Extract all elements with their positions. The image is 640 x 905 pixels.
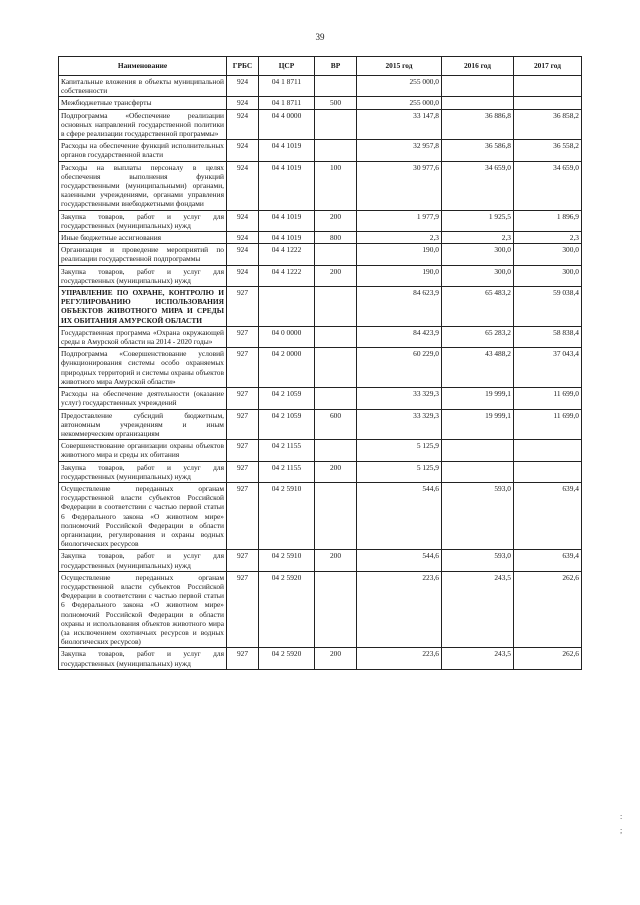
table-row <box>59 326 582 347</box>
table-row <box>59 482 582 549</box>
cell-2015: 190,0 <box>357 265 442 286</box>
cell-csr: 04 4 1019 <box>259 161 315 210</box>
cell-grbs: 927 <box>227 409 259 440</box>
edge-mark: : <box>620 812 623 821</box>
cell-2016: 300,0 <box>442 265 514 286</box>
cell-name: Совершенствование организации охраны объектов животного мира и среды их обитания <box>59 440 227 461</box>
cell-2015: 1 977,9 <box>357 210 442 231</box>
cell-grbs: 924 <box>227 244 259 265</box>
cell-2017: 34 659,0 <box>514 161 582 210</box>
cell-csr: 04 1 8711 <box>259 97 315 109</box>
table-body <box>59 76 582 670</box>
cell-2016: 36 886,8 <box>442 109 514 140</box>
cell-vr <box>315 109 357 140</box>
cell-grbs: 924 <box>227 109 259 140</box>
cell-grbs: 927 <box>227 388 259 409</box>
cell-2016 <box>442 97 514 109</box>
cell-grbs: 924 <box>227 161 259 210</box>
budget-table <box>58 56 582 670</box>
cell-2017: 639,4 <box>514 550 582 571</box>
cell-name: Расходы на обеспечение функций исполнительных органов государственной власти <box>59 140 227 161</box>
cell-grbs: 927 <box>227 287 259 327</box>
cell-2017 <box>514 461 582 482</box>
header-name: Наименование <box>59 57 227 76</box>
cell-2017: 1 896,9 <box>514 210 582 231</box>
cell-name: Организация и проведение мероприятий по реализации государственной подпрограммы <box>59 244 227 265</box>
cell-2017: 300,0 <box>514 265 582 286</box>
cell-2016 <box>442 76 514 97</box>
cell-name: Государственная программа «Охрана окружающей среды в Амурской области на 2014 - 2020 годы» <box>59 326 227 347</box>
cell-csr: 04 2 5910 <box>259 482 315 549</box>
table-row <box>59 409 582 440</box>
cell-2016: 2,3 <box>442 232 514 244</box>
cell-csr: 04 2 1059 <box>259 409 315 440</box>
cell-2015: 33 329,3 <box>357 388 442 409</box>
cell-grbs: 927 <box>227 440 259 461</box>
cell-name: Закупка товаров, работ и услуг для государственных (муниципальных) нужд <box>59 265 227 286</box>
table-row <box>59 265 582 286</box>
table-row <box>59 232 582 244</box>
table-row <box>59 76 582 97</box>
cell-csr: 04 2 1155 <box>259 461 315 482</box>
cell-2017: 59 038,4 <box>514 287 582 327</box>
cell-name: Подпрограмма «Совершенствование условий функционирования системы особо охраняемых природных территорий и системы охраны объектов животного мира Амурской области» <box>59 348 227 388</box>
table-row <box>59 648 582 669</box>
table-row <box>59 210 582 231</box>
cell-2015: 223,6 <box>357 648 442 669</box>
cell-csr: 04 4 0000 <box>259 109 315 140</box>
header-2015: 2015 год <box>357 57 442 76</box>
table-row <box>59 388 582 409</box>
cell-2015: 84 623,9 <box>357 287 442 327</box>
cell-2016: 1 925,5 <box>442 210 514 231</box>
cell-grbs: 924 <box>227 76 259 97</box>
cell-2017 <box>514 440 582 461</box>
cell-csr: 04 2 5920 <box>259 648 315 669</box>
cell-csr: 04 2 1059 <box>259 388 315 409</box>
cell-2016: 19 999,1 <box>442 388 514 409</box>
cell-name: УПРАВЛЕНИЕ ПО ОХРАНЕ, КОНТРОЛЮ И РЕГУЛИРОВАНИЮ ИСПОЛЬЗОВАНИЯ ОБЪЕКТОВ ЖИВОТНОГО МИРА И СРЕДЫ ИХ ОБИТАНИЯ АМУРСКОЙ ОБЛАСТИ <box>59 287 227 327</box>
cell-grbs: 927 <box>227 648 259 669</box>
cell-2015: 2,3 <box>357 232 442 244</box>
cell-2016: 243,5 <box>442 648 514 669</box>
cell-csr: 04 2 0000 <box>259 348 315 388</box>
cell-name: Закупка товаров, работ и услуг для государственных (муниципальных) нужд <box>59 550 227 571</box>
cell-grbs: 927 <box>227 571 259 648</box>
table-row <box>59 550 582 571</box>
table-row <box>59 287 582 327</box>
cell-name: Капитальные вложения в объекты муниципальной собственности <box>59 76 227 97</box>
cell-2016: 300,0 <box>442 244 514 265</box>
cell-name: Предоставление субсидий бюджетным, автономным учреждениям и иным некоммерческим организациям <box>59 409 227 440</box>
cell-vr <box>315 571 357 648</box>
cell-2016: 65 483,2 <box>442 287 514 327</box>
cell-csr: 04 4 1019 <box>259 210 315 231</box>
cell-2015: 30 977,6 <box>357 161 442 210</box>
cell-vr: 100 <box>315 161 357 210</box>
table-row <box>59 571 582 648</box>
cell-2017: 36 558,2 <box>514 140 582 161</box>
table-row <box>59 97 582 109</box>
table-row <box>59 461 582 482</box>
cell-grbs: 927 <box>227 461 259 482</box>
cell-vr: 600 <box>315 409 357 440</box>
header-vr: ВР <box>315 57 357 76</box>
cell-csr: 04 1 8711 <box>259 76 315 97</box>
cell-vr <box>315 348 357 388</box>
cell-vr: 500 <box>315 97 357 109</box>
cell-name: Осуществление переданных органам государственной власти субъектов Российской Федерации в соответствии с частью первой статьи 6 Федерального закона «О животном мире» полномочий Российской Федерации в области организации, регулирования и охраны водных биологических ресурсов <box>59 482 227 549</box>
cell-csr: 04 2 5920 <box>259 571 315 648</box>
cell-vr <box>315 482 357 549</box>
cell-name: Закупка товаров, работ и услуг для государственных (муниципальных) нужд <box>59 648 227 669</box>
cell-vr <box>315 76 357 97</box>
edge-mark: ; <box>620 826 623 835</box>
cell-csr: 04 2 1155 <box>259 440 315 461</box>
header-csr: ЦСР <box>259 57 315 76</box>
cell-csr: 04 4 1222 <box>259 244 315 265</box>
cell-2015: 223,6 <box>357 571 442 648</box>
cell-csr: 04 2 5910 <box>259 550 315 571</box>
cell-2016: 43 488,2 <box>442 348 514 388</box>
cell-vr <box>315 140 357 161</box>
cell-vr: 200 <box>315 265 357 286</box>
table-row <box>59 440 582 461</box>
cell-2016: 65 283,2 <box>442 326 514 347</box>
header-2016: 2016 год <box>442 57 514 76</box>
cell-2015: 84 423,9 <box>357 326 442 347</box>
header-grbs: ГРБС <box>227 57 259 76</box>
cell-2016: 36 586,8 <box>442 140 514 161</box>
cell-grbs: 927 <box>227 326 259 347</box>
cell-vr <box>315 440 357 461</box>
cell-2017: 58 838,4 <box>514 326 582 347</box>
cell-2017: 36 858,2 <box>514 109 582 140</box>
cell-csr: 04 4 1222 <box>259 265 315 286</box>
cell-vr <box>315 326 357 347</box>
table-row <box>59 348 582 388</box>
table-row <box>59 109 582 140</box>
cell-name: Расходы на обеспечение деятельности (оказание услуг) государственных учреждений <box>59 388 227 409</box>
cell-grbs: 927 <box>227 482 259 549</box>
cell-2016: 593,0 <box>442 550 514 571</box>
cell-2015: 32 957,8 <box>357 140 442 161</box>
cell-2015: 60 229,0 <box>357 348 442 388</box>
cell-grbs: 924 <box>227 97 259 109</box>
cell-2016: 34 659,0 <box>442 161 514 210</box>
cell-vr: 200 <box>315 648 357 669</box>
cell-2015: 544,6 <box>357 550 442 571</box>
cell-2017: 37 043,4 <box>514 348 582 388</box>
table-row <box>59 161 582 210</box>
cell-2016: 243,5 <box>442 571 514 648</box>
cell-2017: 639,4 <box>514 482 582 549</box>
cell-name: Закупка товаров, работ и услуг для государственных (муниципальных) нужд <box>59 210 227 231</box>
cell-grbs: 927 <box>227 550 259 571</box>
cell-2015: 190,0 <box>357 244 442 265</box>
cell-vr <box>315 388 357 409</box>
cell-name: Подпрограмма «Обеспечение реализации основных направлений государственной политики в сфере реализации государственной программы» <box>59 109 227 140</box>
cell-2016 <box>442 440 514 461</box>
cell-vr <box>315 244 357 265</box>
cell-grbs: 924 <box>227 265 259 286</box>
cell-vr: 200 <box>315 550 357 571</box>
cell-vr: 200 <box>315 461 357 482</box>
cell-vr: 200 <box>315 210 357 231</box>
cell-csr: 04 0 0000 <box>259 326 315 347</box>
cell-2016: 593,0 <box>442 482 514 549</box>
cell-2015: 5 125,9 <box>357 440 442 461</box>
cell-2015: 33 147,8 <box>357 109 442 140</box>
cell-csr: 04 4 1019 <box>259 232 315 244</box>
cell-2015: 5 125,9 <box>357 461 442 482</box>
header-row <box>59 57 582 76</box>
cell-2017 <box>514 76 582 97</box>
cell-name: Иные бюджетные ассигнования <box>59 232 227 244</box>
cell-2015: 255 000,0 <box>357 76 442 97</box>
cell-2017: 2,3 <box>514 232 582 244</box>
cell-name: Осуществление переданных органам государственной власти субъектов Российской Федерации в соответствии с частью первой статьи 6 Федерального закона «О животном мире» полномочий Российской Федерации в области охраны и использования объектов животного мира (за исключением охотничьих ресурсов и водных биологических ресурсов) <box>59 571 227 648</box>
cell-2017: 11 699,0 <box>514 388 582 409</box>
cell-vr <box>315 287 357 327</box>
page-number: 39 <box>315 32 325 42</box>
cell-grbs: 924 <box>227 232 259 244</box>
cell-vr: 800 <box>315 232 357 244</box>
cell-name: Закупка товаров, работ и услуг для государственных (муниципальных) нужд <box>59 461 227 482</box>
cell-2017: 262,6 <box>514 571 582 648</box>
cell-name: Расходы на выплаты персоналу в целях обеспечения выполнения функций государственными (муниципальными) органами, казенными учреждениями, органами управления государственными внебюджетными фондами <box>59 161 227 210</box>
cell-csr: 04 4 1019 <box>259 140 315 161</box>
cell-2017: 11 699,0 <box>514 409 582 440</box>
cell-2017: 262,6 <box>514 648 582 669</box>
cell-csr <box>259 287 315 327</box>
cell-2015: 544,6 <box>357 482 442 549</box>
cell-2016: 19 999,1 <box>442 409 514 440</box>
header-2017: 2017 год <box>514 57 582 76</box>
table-row <box>59 140 582 161</box>
cell-2015: 33 329,3 <box>357 409 442 440</box>
cell-2017: 300,0 <box>514 244 582 265</box>
cell-grbs: 927 <box>227 348 259 388</box>
table-row <box>59 244 582 265</box>
cell-name: Межбюджетные трансферты <box>59 97 227 109</box>
cell-2017 <box>514 97 582 109</box>
cell-2015: 255 000,0 <box>357 97 442 109</box>
cell-grbs: 924 <box>227 140 259 161</box>
cell-grbs: 924 <box>227 210 259 231</box>
cell-2016 <box>442 461 514 482</box>
